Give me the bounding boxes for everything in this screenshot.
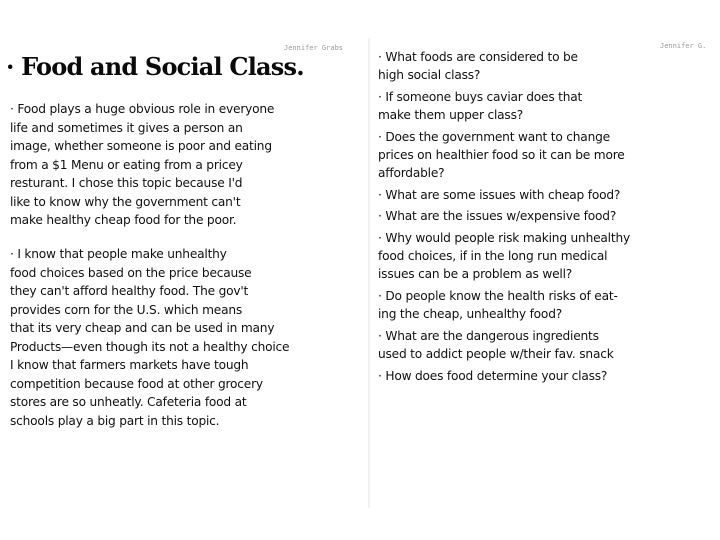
text-line: · What are some issues with cheap food? [378,187,621,202]
text-line: used to addict people w/their fav. snack [378,347,614,362]
paragraph-topic-intro [10,100,366,230]
text-line: prices on healthier food so it can be more [378,148,625,163]
text-line: from a $1 Menu or eating from a pricey [10,157,243,172]
text-line: food choices based on the price because [10,265,252,280]
question-list [378,48,718,388]
text-line: Products—even though its not a healthy choice [10,339,290,354]
text-line: issues can be a problem as well? [378,267,573,282]
question-item [378,207,718,225]
text-line: · If someone buys caviar does that [378,89,583,104]
text-line: schools play a big part in this topic. [10,413,220,428]
text-line: make healthy cheap food for the poor. [10,213,237,227]
name-stamp: Jennifer Grabs [284,44,344,52]
name-stamp: Jennifer G. [660,42,707,50]
text-line: life and sometimes it gives a person an [10,120,243,135]
text-line: like to know why the government can't [10,194,241,209]
question-item [378,229,718,284]
question-item [378,48,718,85]
text-line: that its very cheap and can be used in many [10,321,275,335]
text-line: affordable? [378,166,445,181]
text-line: competition because food at other grocery [10,376,263,391]
text-line: I know that farmers markets have tough [10,358,249,372]
text-line: · How does food determine your class? [378,368,608,383]
text-line: they can't afford healthy food. The gov't [10,284,249,298]
text-line: · What are the dangerous ingredients [378,328,599,343]
text-line: · Why would people risk making unhealthy [378,230,630,245]
text-line: · What foods are considered to be [378,50,578,64]
text-line: high social class? [378,68,481,83]
question-item [378,367,718,385]
text-line: food choices, if in the long run medical [378,249,608,264]
question-item [378,287,718,324]
page-title: · Food and Social Class. [6,52,304,81]
question-item [378,88,718,125]
text-line: · Does the government want to change [378,129,610,144]
text-line: · Do people know the health risks of eat- [378,288,618,303]
text-line: resturant. I chose this topic because I'd [10,176,243,190]
paragraph-what-i-know [10,245,366,430]
text-line: image, whether someone is poor and eating [10,139,272,153]
text-line: · I know that people make unhealthy [10,247,227,261]
text-line: ing the cheap, unhealthy food? [378,307,562,322]
text-line: stores are so unheatly. Cafeteria food at [10,395,247,409]
question-item [378,327,718,364]
text-line: provides corn for the U.S. which means [10,302,243,317]
text-line: make them upper class? [378,108,523,123]
text-line: · Food plays a huge obvious role in everyone [10,102,275,116]
question-item [378,128,718,183]
text-line: · What are the issues w/expensive food? [378,209,617,224]
question-item [378,186,718,204]
